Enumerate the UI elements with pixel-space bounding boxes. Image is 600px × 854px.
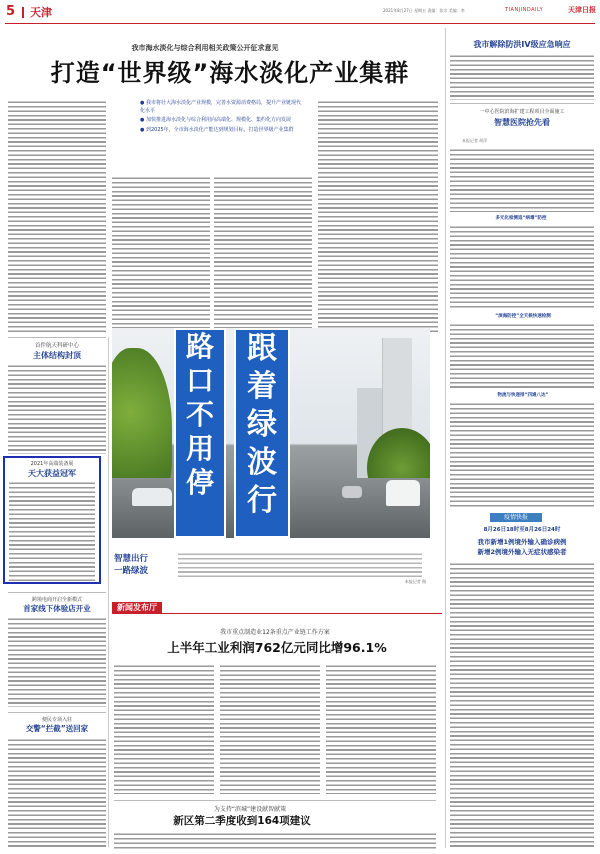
epidemic-title: 新增2例境外输入无症状感染者 bbox=[477, 548, 567, 556]
lead-headline: 打造“世界级”海水淡化产业集群 bbox=[50, 59, 410, 87]
lead-bullet: ● 加快推进海水淡化与综合利用向高端化、规模化、集约化方向发展 bbox=[140, 117, 291, 123]
district-headline: 新区第二季度收到164项建议 bbox=[173, 815, 311, 827]
article-body bbox=[8, 738, 106, 848]
lead-bullet: ● 到2025年，全市海水淡化产能达到规划目标，打造世界级产业集群 bbox=[140, 126, 294, 133]
sub-heading: “滨海防控”全天候快速检测 bbox=[495, 314, 551, 319]
industry-body bbox=[220, 664, 320, 794]
photo-credit: 本报记者 摄 bbox=[404, 579, 426, 584]
sign-char: 停 bbox=[185, 466, 214, 499]
masthead-rule bbox=[5, 23, 595, 24]
sub-heading: 多元化检测追“病毒”防控 bbox=[495, 216, 547, 221]
hospital-body bbox=[450, 225, 594, 309]
lead-body-col3 bbox=[214, 176, 312, 332]
industry-body bbox=[114, 664, 214, 794]
lead-body-col1 bbox=[8, 100, 106, 332]
caption-body bbox=[178, 552, 422, 578]
lead-body-col2 bbox=[112, 176, 210, 332]
masthead bbox=[0, 0, 600, 26]
right-top-title: 我市解除防洪IV级应急响应 bbox=[473, 40, 571, 49]
divider bbox=[114, 800, 436, 801]
epidemic-tag: 疫情快报 bbox=[490, 513, 542, 522]
article-body bbox=[8, 364, 106, 454]
industry-kicker: 我市重点制造业12条重点产业链工作方案 bbox=[220, 629, 330, 636]
car bbox=[342, 486, 362, 498]
article-body bbox=[9, 481, 95, 581]
lead-kicker: 我市海水淡化与综合利用相关政策公开征求意见 bbox=[131, 44, 279, 52]
lead-body-col4 bbox=[318, 100, 438, 332]
caption-title: 智慧出行 bbox=[114, 554, 149, 564]
lead-bullets-box bbox=[136, 98, 308, 168]
hospital-body bbox=[450, 323, 594, 389]
sign-char: 绿 bbox=[247, 407, 277, 442]
hospital-title: 智慧医院抢先看 bbox=[494, 118, 550, 127]
section-name: 天津 bbox=[30, 6, 52, 19]
car bbox=[132, 488, 172, 506]
section-divider bbox=[22, 7, 24, 18]
article-title: 交警“拦截”送回家 bbox=[25, 724, 89, 733]
news-banner bbox=[112, 602, 442, 614]
news-banner-label: 新闻发布厅 bbox=[112, 602, 162, 614]
right-top-body bbox=[450, 54, 594, 100]
column-rule bbox=[108, 337, 109, 847]
epidemic-body bbox=[450, 562, 594, 848]
divider bbox=[8, 337, 106, 338]
highlighted-article bbox=[3, 456, 101, 584]
sign-char: 不 bbox=[185, 398, 214, 431]
page-number: 5 bbox=[6, 4, 16, 19]
sign-char: 行 bbox=[247, 483, 277, 518]
article-kicker: 2021年高端装备展 bbox=[30, 461, 74, 467]
sub-heading: 物流与快递排“四通八达” bbox=[497, 393, 549, 398]
date-line: 2021年8月27日 星期五 责编：张宗 美编：李 bbox=[383, 8, 465, 13]
sign-char: 跟 bbox=[247, 331, 277, 366]
industry-body bbox=[326, 664, 436, 794]
article-title: 天大获益冠军 bbox=[28, 469, 76, 478]
divider bbox=[8, 712, 106, 713]
sign-char: 波 bbox=[247, 445, 277, 480]
sign-char: 口 bbox=[185, 364, 214, 397]
industry-headline: 上半年工业利润762亿元同比增96.1% bbox=[167, 640, 387, 655]
car bbox=[386, 480, 420, 506]
hospital-body bbox=[450, 402, 594, 508]
paper-latin-name: TIANJINDAILY bbox=[505, 7, 544, 13]
hospital-body bbox=[450, 148, 594, 212]
sign-char: 用 bbox=[185, 432, 214, 465]
news-photo bbox=[112, 328, 430, 538]
road-sign-right bbox=[234, 328, 290, 538]
sign-char: 路 bbox=[185, 330, 214, 363]
article-title: 主体结构封顶 bbox=[33, 351, 81, 360]
epidemic-dateline: 8月26日18时至8月26日24时 bbox=[483, 527, 561, 533]
article-body bbox=[8, 617, 106, 707]
epidemic-title: 我市新增1例境外输入确诊病例 bbox=[477, 538, 567, 546]
article-kicker: 首件航天科研中心 bbox=[34, 343, 79, 349]
caption-title: 一路绿波 bbox=[114, 566, 149, 576]
divider bbox=[450, 103, 594, 104]
sign-char: 着 bbox=[247, 369, 277, 404]
divider bbox=[8, 592, 106, 593]
hospital-author: 本报记者 胡萍 bbox=[462, 138, 488, 143]
paper-logo: 天津日报 bbox=[568, 5, 596, 14]
hospital-kicker: 一中心医院滨海扩建工程项目全面施工 bbox=[479, 109, 565, 115]
lead-bullet: ● 我市将壮大海水淡化产业规模，完善水资源消费格局，提升产业链现代化水平 bbox=[140, 100, 301, 114]
article-kicker: 便民专项入驻 bbox=[41, 717, 72, 723]
article-kicker: 跨境电商开启全新模式 bbox=[31, 597, 82, 603]
district-body bbox=[114, 832, 436, 850]
road-sign-left bbox=[174, 328, 226, 538]
article-title: 首家线下体验店开业 bbox=[23, 604, 91, 613]
district-kicker: 为支持“滨城”建设献智献策 bbox=[213, 806, 287, 813]
column-rule bbox=[445, 28, 446, 848]
